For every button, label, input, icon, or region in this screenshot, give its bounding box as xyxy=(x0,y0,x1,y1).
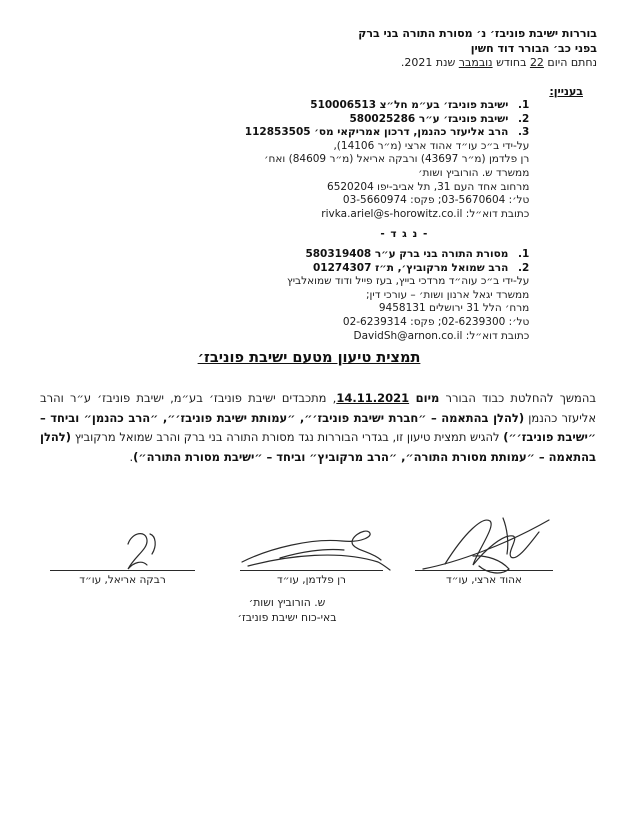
signature-scrawl xyxy=(240,512,383,570)
body-paragraph: בהמשך להחלטת כבוד הבורר מיום 14.11.2021, מתכבדים ישיבת פוניבז׳ בע״מ, ישיבת פוניבז׳ ע״ר והרב אליעזר כהנמן (להלן בהתאמה – ״חברת ישיבת פוניבז׳״, ״עמותת ישיבת פוניבז׳״, ״הרב כהנמן״ וביחד – ״ישיבת פוניבז׳״) להגיש תמצית טיעון זו, בגדרי הבוררות נגד מסורת התורה בני ברק והרב שמואל מרקוביץ (להלן בהתאמה – ״עמותת מסורת התורה״, ״הרב מרקוביץ״ וביחד – ״ישיבת מסורת התורה״). xyxy=(40,391,597,464)
law-firm-block xyxy=(207,595,367,625)
arbitrator-line: בפני כב׳ הבורר דוד חשין xyxy=(470,41,597,55)
signature-block-ran-feldman xyxy=(240,512,383,586)
respondent-item: 2. הרב שמואל מרקוביץ׳, ת״ז 01274307 xyxy=(312,261,530,274)
signature-scrawl xyxy=(50,512,195,570)
defined-terms-claimants: (להלן בהתאמה – ״חברת ישיבת פוניבז׳״, ״עמותת ישיבת פוניבז׳״, ״הרב כהנמן״ וביחד – ״ישיבת פוניבז׳״) xyxy=(40,410,597,444)
respondents-firm-line: ממשרד יגאל ארנון ושות׳ – עורכי דין; xyxy=(365,288,530,301)
versus-divider: - נ ג ד - xyxy=(380,228,429,241)
firm-role: באי-כוח ישיבת פוניבז׳ xyxy=(237,611,337,624)
respondents-address-line: מרח׳ הלל 31 ירושלים 9458131 xyxy=(378,302,530,315)
document-title: תמצית טיעון מטעם ישיבת פוניבז׳ xyxy=(197,350,421,366)
claimants-firm-line: ממשרד ש. הורוביץ ושות׳ xyxy=(418,166,530,179)
claimants-email-line: כתובת דוא״ל: rivka.ariel@s-horowitz.co.il xyxy=(321,207,530,220)
signing-date-line: נחתם היום 22 בחודש נובמבר שנת 2021. xyxy=(400,56,597,69)
signing-month: נובמבר xyxy=(458,56,493,69)
signature-scrawl xyxy=(415,512,553,570)
claimants-counsel-line: על-ידי ב״כ עו״ד אהוד ארצי (מ״ר 14106), xyxy=(333,139,530,152)
claimants-counsel-line: רן פלדמן (מ״ר 43697) ורבקה אריאל (מ״ר 84609) ואח׳ xyxy=(264,153,530,166)
signature-block-rivka-ariel xyxy=(50,512,195,586)
claimants-address-line: מרחוב אחד העם 31, תל אביב-יפו 6520204 xyxy=(327,180,530,193)
signatory-name: רבקה אריאל, עו״ד xyxy=(79,574,166,586)
signatory-name: אהוד ארצי, עו״ד xyxy=(446,574,522,586)
claimant-item: 2. ישיבת פוניבז׳ ע״ר 580025286 xyxy=(349,112,530,125)
in-re-label: בעניין: xyxy=(549,85,583,98)
claimants-phone-fax-line: טל׳: 03-5670604; פקס: 03-5660974 xyxy=(342,194,530,207)
respondent-item: 1. מסורת התורה בני ברק ע״ר 580319408 xyxy=(305,247,530,260)
signing-day: 22 xyxy=(529,56,544,69)
decision-date: 14.11.2021 xyxy=(336,391,410,405)
signature-block-ehud-artzi xyxy=(415,512,553,586)
firm-name: ש. הורוביץ ושות׳ xyxy=(248,596,326,609)
parties-column xyxy=(241,99,529,343)
case-title: בוררות ישיבת פוניבז׳ נ׳ מסורת התורה בני ברק xyxy=(358,27,597,40)
claimant-item: 1. ישיבת פוניבז׳ בע״מ חל״צ 510006513 xyxy=(310,99,530,111)
respondents-block xyxy=(241,248,529,343)
defined-terms-respondents: (להלן בהתאמה – ״עמותת מסורת התורה״, ״הרב מרקוביץ״ וביחד – ״ישיבת מסורת התורה״) xyxy=(40,430,596,464)
respondents-counsel-line: על-ידי ב״כ עוה״ד מרדכי בייץ, בעז פייל ודוד שמואלביץ xyxy=(287,275,530,288)
claimant-item: 3. הרב אליעזר כהנמן, דרכון אמריקאי מס׳ 112853505 xyxy=(244,126,530,139)
court-caption xyxy=(358,27,597,71)
respondents-phone-fax-line: טל׳: 02-6239300; פקס: 02-6239314 xyxy=(342,315,530,328)
parties-section xyxy=(241,85,583,343)
respondents-email-line: כתובת דוא״ל: DavidSh@arnon.co.il xyxy=(353,329,530,342)
signatory-name: רן פלדמן, עו״ד xyxy=(277,574,346,586)
